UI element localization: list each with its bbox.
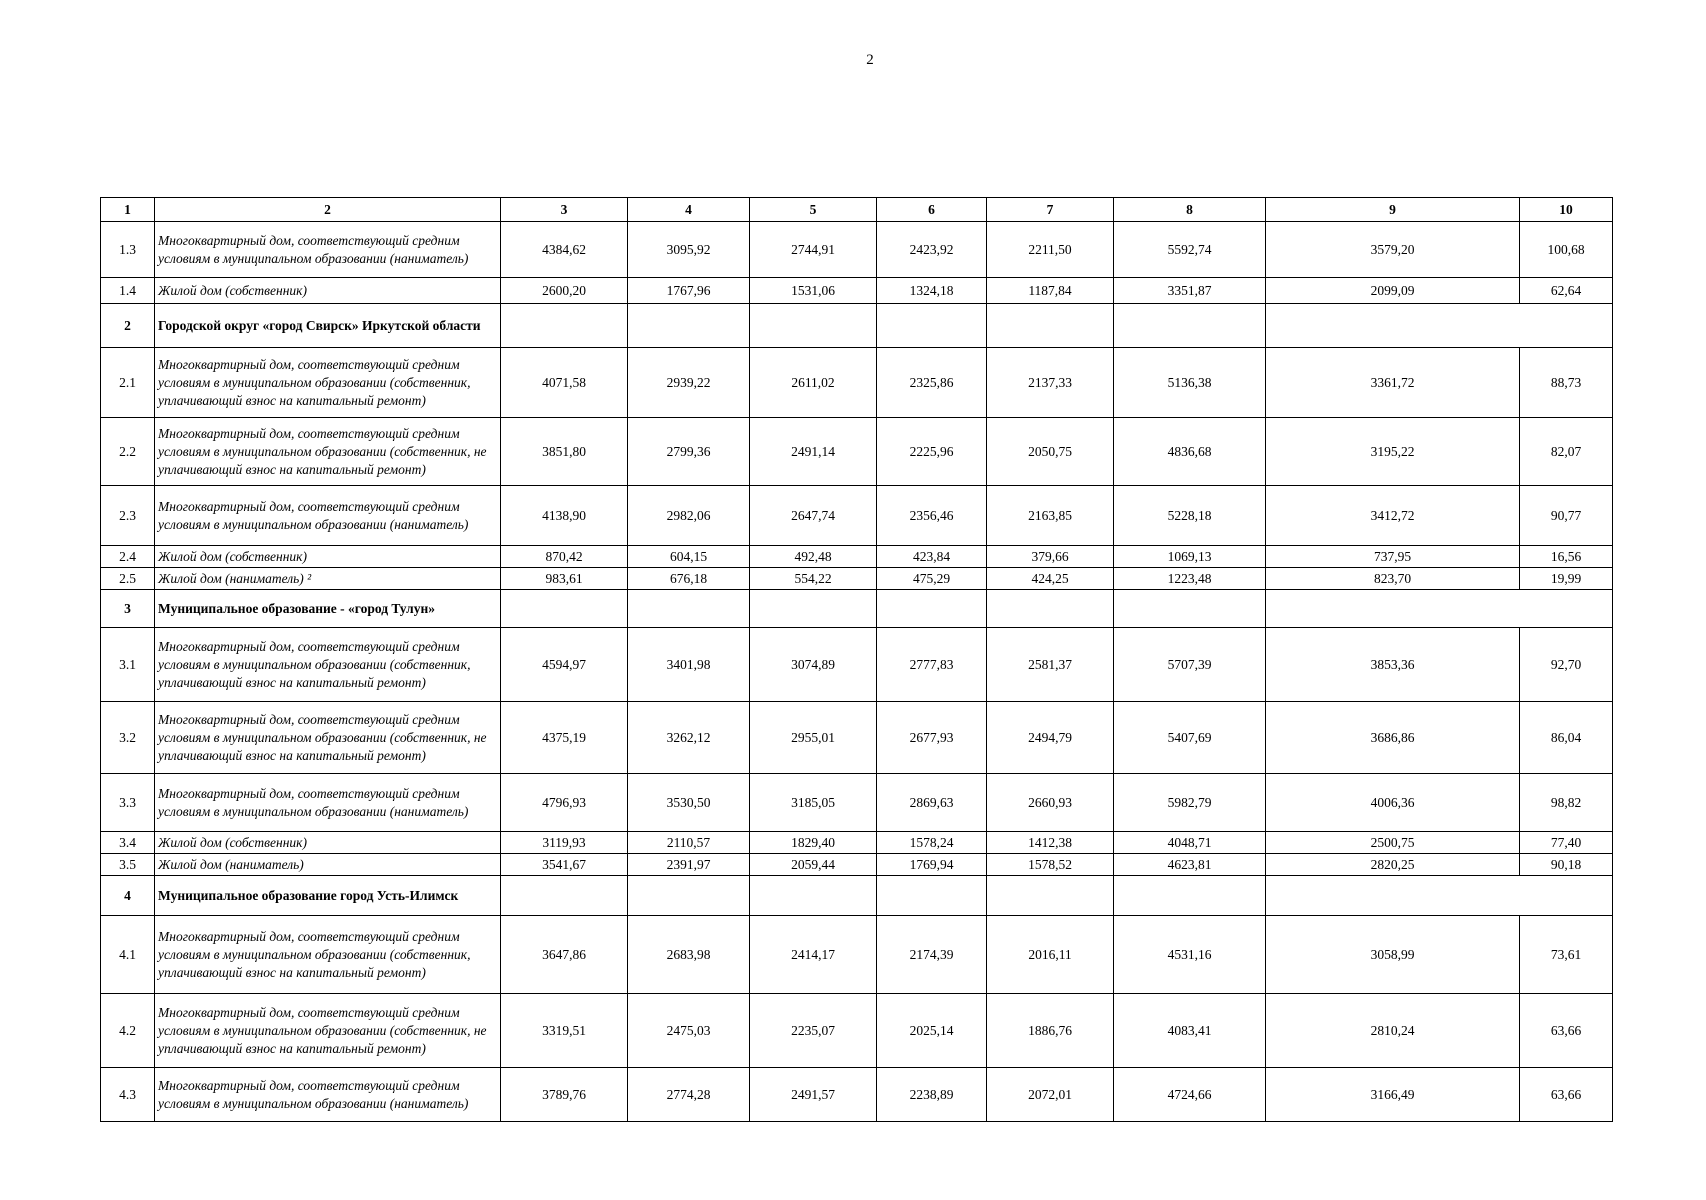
table-row <box>101 628 1613 702</box>
value-cell: 2774,28 <box>628 1068 750 1122</box>
header-cell: 5 <box>750 198 877 222</box>
value-cell: 3541,67 <box>501 854 628 876</box>
value-cell: 3412,72 <box>1266 486 1520 546</box>
row-description: Многоквартирный дом, соответствующий средним условиям в муниципальном образовании (собственник, не уплачивающий взнос на капитальный ремонт) <box>155 702 501 774</box>
value-cell: 4724,66 <box>1114 1068 1266 1122</box>
value-cell: 1412,38 <box>987 832 1114 854</box>
empty-cell <box>877 304 987 348</box>
value-cell: 73,61 <box>1520 916 1613 994</box>
value-cell: 1187,84 <box>987 278 1114 304</box>
row-number: 1.3 <box>101 222 155 278</box>
row-number: 3.5 <box>101 854 155 876</box>
row-description: Жилой дом (собственник) <box>155 546 501 568</box>
value-cell: 2647,74 <box>750 486 877 546</box>
row-description: Многоквартирный дом, соответствующий средним условиям в муниципальном образовании (собственник, уплачивающий взнос на капитальный ремонт) <box>155 916 501 994</box>
empty-cell <box>628 590 750 628</box>
empty-cell <box>987 304 1114 348</box>
value-cell: 2581,37 <box>987 628 1114 702</box>
value-cell: 1767,96 <box>628 278 750 304</box>
value-cell: 98,82 <box>1520 774 1613 832</box>
value-cell: 2356,46 <box>877 486 987 546</box>
row-description: Жилой дом (собственник) <box>155 278 501 304</box>
value-cell: 1069,13 <box>1114 546 1266 568</box>
table-row <box>101 278 1613 304</box>
page-number: 2 <box>866 52 874 68</box>
empty-cell <box>877 876 987 916</box>
row-number: 2.3 <box>101 486 155 546</box>
value-cell: 100,68 <box>1520 222 1613 278</box>
table-row <box>101 546 1613 568</box>
row-description: Многоквартирный дом, соответствующий средним условиям в муниципальном образовании (собственник, уплачивающий взнос на капитальный ремонт) <box>155 628 501 702</box>
section-number: 4 <box>101 876 155 916</box>
value-cell: 3166,49 <box>1266 1068 1520 1122</box>
empty-cell <box>750 590 877 628</box>
value-cell: 2660,93 <box>987 774 1114 832</box>
value-cell: 2491,57 <box>750 1068 877 1122</box>
value-cell: 2600,20 <box>501 278 628 304</box>
row-description: Многоквартирный дом, соответствующий средним условиям в муниципальном образовании (собственник, уплачивающий взнос на капитальный ремонт) <box>155 348 501 418</box>
value-cell: 4796,93 <box>501 774 628 832</box>
value-cell: 5982,79 <box>1114 774 1266 832</box>
value-cell: 62,64 <box>1520 278 1613 304</box>
value-cell: 2494,79 <box>987 702 1114 774</box>
value-cell: 3095,92 <box>628 222 750 278</box>
row-description: Многоквартирный дом, соответствующий средним условиям в муниципальном образовании (наниматель) <box>155 1068 501 1122</box>
value-cell: 424,25 <box>987 568 1114 590</box>
row-description: Жилой дом (собственник) <box>155 832 501 854</box>
value-cell: 1324,18 <box>877 278 987 304</box>
section-row <box>101 304 1613 348</box>
value-cell: 3789,76 <box>501 1068 628 1122</box>
value-cell: 2677,93 <box>877 702 987 774</box>
value-cell: 1886,76 <box>987 994 1114 1068</box>
row-description: Жилой дом (наниматель) <box>155 854 501 876</box>
empty-cell <box>987 590 1114 628</box>
value-cell: 19,99 <box>1520 568 1613 590</box>
value-cell: 4375,19 <box>501 702 628 774</box>
row-number: 4.3 <box>101 1068 155 1122</box>
value-cell: 4836,68 <box>1114 418 1266 486</box>
row-description: Многоквартирный дом, соответствующий средним условиям в муниципальном образовании (наниматель) <box>155 486 501 546</box>
value-cell: 92,70 <box>1520 628 1613 702</box>
value-cell: 2325,86 <box>877 348 987 418</box>
value-cell: 4138,90 <box>501 486 628 546</box>
value-cell: 1829,40 <box>750 832 877 854</box>
row-number: 2.1 <box>101 348 155 418</box>
row-description: Многоквартирный дом, соответствующий средним условиям в муниципальном образовании (собственник, не уплачивающий взнос на капитальный ремонт) <box>155 994 501 1068</box>
header-row <box>101 198 1613 222</box>
table-row <box>101 774 1613 832</box>
value-cell: 2869,63 <box>877 774 987 832</box>
value-cell: 3074,89 <box>750 628 877 702</box>
value-cell: 737,95 <box>1266 546 1520 568</box>
value-cell: 88,73 <box>1520 348 1613 418</box>
value-cell: 2820,25 <box>1266 854 1520 876</box>
row-description: Многоквартирный дом, соответствующий средним условиям в муниципальном образовании (наниматель) <box>155 222 501 278</box>
header-cell: 6 <box>877 198 987 222</box>
table-row <box>101 348 1613 418</box>
section-number: 3 <box>101 590 155 628</box>
value-cell: 1578,24 <box>877 832 987 854</box>
row-number: 2.4 <box>101 546 155 568</box>
value-cell: 90,77 <box>1520 486 1613 546</box>
empty-cell <box>877 590 987 628</box>
value-cell: 5407,69 <box>1114 702 1266 774</box>
table-row <box>101 486 1613 546</box>
value-cell: 2050,75 <box>987 418 1114 486</box>
empty-cell <box>628 876 750 916</box>
value-cell: 2099,09 <box>1266 278 1520 304</box>
value-cell: 3401,98 <box>628 628 750 702</box>
value-cell: 86,04 <box>1520 702 1613 774</box>
value-cell: 1531,06 <box>750 278 877 304</box>
row-description: Многоквартирный дом, соответствующий средним условиям в муниципальном образовании (собственник, не уплачивающий взнос на капитальный ремонт) <box>155 418 501 486</box>
value-cell: 16,56 <box>1520 546 1613 568</box>
header-cell: 2 <box>155 198 501 222</box>
value-cell: 3361,72 <box>1266 348 1520 418</box>
value-cell: 4071,58 <box>501 348 628 418</box>
value-cell: 554,22 <box>750 568 877 590</box>
value-cell: 2810,24 <box>1266 994 1520 1068</box>
value-cell: 2611,02 <box>750 348 877 418</box>
value-cell: 3530,50 <box>628 774 750 832</box>
value-cell: 3119,93 <box>501 832 628 854</box>
row-number: 4.2 <box>101 994 155 1068</box>
value-cell: 4594,97 <box>501 628 628 702</box>
value-cell: 90,18 <box>1520 854 1613 876</box>
value-cell: 2414,17 <box>750 916 877 994</box>
empty-cell <box>1266 304 1613 348</box>
empty-cell <box>1114 304 1266 348</box>
value-cell: 5592,74 <box>1114 222 1266 278</box>
row-number: 2.2 <box>101 418 155 486</box>
value-cell: 4048,71 <box>1114 832 1266 854</box>
value-cell: 3319,51 <box>501 994 628 1068</box>
value-cell: 2137,33 <box>987 348 1114 418</box>
header-cell: 7 <box>987 198 1114 222</box>
value-cell: 423,84 <box>877 546 987 568</box>
row-number: 3.4 <box>101 832 155 854</box>
tariff-table <box>100 197 1613 1122</box>
value-cell: 475,29 <box>877 568 987 590</box>
value-cell: 4083,41 <box>1114 994 1266 1068</box>
value-cell: 2777,83 <box>877 628 987 702</box>
section-title: Муниципальное образование город Усть-Илимск <box>155 876 501 916</box>
value-cell: 3185,05 <box>750 774 877 832</box>
table-row <box>101 832 1613 854</box>
value-cell: 379,66 <box>987 546 1114 568</box>
value-cell: 2059,44 <box>750 854 877 876</box>
value-cell: 2110,57 <box>628 832 750 854</box>
table-row <box>101 994 1613 1068</box>
value-cell: 676,18 <box>628 568 750 590</box>
empty-cell <box>1114 590 1266 628</box>
table-row <box>101 568 1613 590</box>
empty-cell <box>750 304 877 348</box>
empty-cell <box>1266 590 1613 628</box>
section-row <box>101 590 1613 628</box>
table-row <box>101 222 1613 278</box>
value-cell: 3195,22 <box>1266 418 1520 486</box>
value-cell: 823,70 <box>1266 568 1520 590</box>
row-number: 3.2 <box>101 702 155 774</box>
empty-cell <box>750 876 877 916</box>
value-cell: 1223,48 <box>1114 568 1266 590</box>
table-row <box>101 418 1613 486</box>
value-cell: 2955,01 <box>750 702 877 774</box>
empty-cell <box>501 876 628 916</box>
value-cell: 2500,75 <box>1266 832 1520 854</box>
value-cell: 2939,22 <box>628 348 750 418</box>
value-cell: 4006,36 <box>1266 774 1520 832</box>
value-cell: 5136,38 <box>1114 348 1266 418</box>
empty-cell <box>501 304 628 348</box>
value-cell: 2211,50 <box>987 222 1114 278</box>
value-cell: 983,61 <box>501 568 628 590</box>
value-cell: 63,66 <box>1520 994 1613 1068</box>
section-title: Муниципальное образование - «город Тулун» <box>155 590 501 628</box>
row-number: 2.5 <box>101 568 155 590</box>
value-cell: 2982,06 <box>628 486 750 546</box>
value-cell: 3851,80 <box>501 418 628 486</box>
value-cell: 2072,01 <box>987 1068 1114 1122</box>
empty-cell <box>1114 876 1266 916</box>
value-cell: 492,48 <box>750 546 877 568</box>
value-cell: 5228,18 <box>1114 486 1266 546</box>
value-cell: 2799,36 <box>628 418 750 486</box>
header-cell: 10 <box>1520 198 1613 222</box>
empty-cell <box>501 590 628 628</box>
value-cell: 3058,99 <box>1266 916 1520 994</box>
row-number: 3.1 <box>101 628 155 702</box>
table-row <box>101 916 1613 994</box>
value-cell: 2225,96 <box>877 418 987 486</box>
table-row <box>101 702 1613 774</box>
header-cell: 9 <box>1266 198 1520 222</box>
value-cell: 82,07 <box>1520 418 1613 486</box>
value-cell: 2238,89 <box>877 1068 987 1122</box>
value-cell: 2163,85 <box>987 486 1114 546</box>
value-cell: 2683,98 <box>628 916 750 994</box>
table-row <box>101 1068 1613 1122</box>
value-cell: 3579,20 <box>1266 222 1520 278</box>
section-row <box>101 876 1613 916</box>
table-row <box>101 854 1613 876</box>
row-description: Многоквартирный дом, соответствующий средним условиям в муниципальном образовании (наниматель) <box>155 774 501 832</box>
value-cell: 2174,39 <box>877 916 987 994</box>
value-cell: 870,42 <box>501 546 628 568</box>
value-cell: 2391,97 <box>628 854 750 876</box>
empty-cell <box>628 304 750 348</box>
section-title: Городской округ «город Свирск» Иркутской области <box>155 304 501 348</box>
value-cell: 2423,92 <box>877 222 987 278</box>
value-cell: 2475,03 <box>628 994 750 1068</box>
value-cell: 4623,81 <box>1114 854 1266 876</box>
value-cell: 4531,16 <box>1114 916 1266 994</box>
value-cell: 3853,36 <box>1266 628 1520 702</box>
value-cell: 2491,14 <box>750 418 877 486</box>
value-cell: 2744,91 <box>750 222 877 278</box>
row-description: Жилой дом (наниматель) ² <box>155 568 501 590</box>
value-cell: 2016,11 <box>987 916 1114 994</box>
value-cell: 3686,86 <box>1266 702 1520 774</box>
table-body <box>101 198 1613 1122</box>
value-cell: 2025,14 <box>877 994 987 1068</box>
header-cell: 4 <box>628 198 750 222</box>
row-number: 3.3 <box>101 774 155 832</box>
header-cell: 8 <box>1114 198 1266 222</box>
value-cell: 63,66 <box>1520 1068 1613 1122</box>
row-number: 4.1 <box>101 916 155 994</box>
section-number: 2 <box>101 304 155 348</box>
value-cell: 3351,87 <box>1114 278 1266 304</box>
value-cell: 1578,52 <box>987 854 1114 876</box>
value-cell: 77,40 <box>1520 832 1613 854</box>
value-cell: 3647,86 <box>501 916 628 994</box>
header-cell: 1 <box>101 198 155 222</box>
empty-cell <box>1266 876 1613 916</box>
value-cell: 2235,07 <box>750 994 877 1068</box>
value-cell: 604,15 <box>628 546 750 568</box>
value-cell: 4384,62 <box>501 222 628 278</box>
value-cell: 5707,39 <box>1114 628 1266 702</box>
row-number: 1.4 <box>101 278 155 304</box>
empty-cell <box>987 876 1114 916</box>
value-cell: 3262,12 <box>628 702 750 774</box>
value-cell: 1769,94 <box>877 854 987 876</box>
header-cell: 3 <box>501 198 628 222</box>
